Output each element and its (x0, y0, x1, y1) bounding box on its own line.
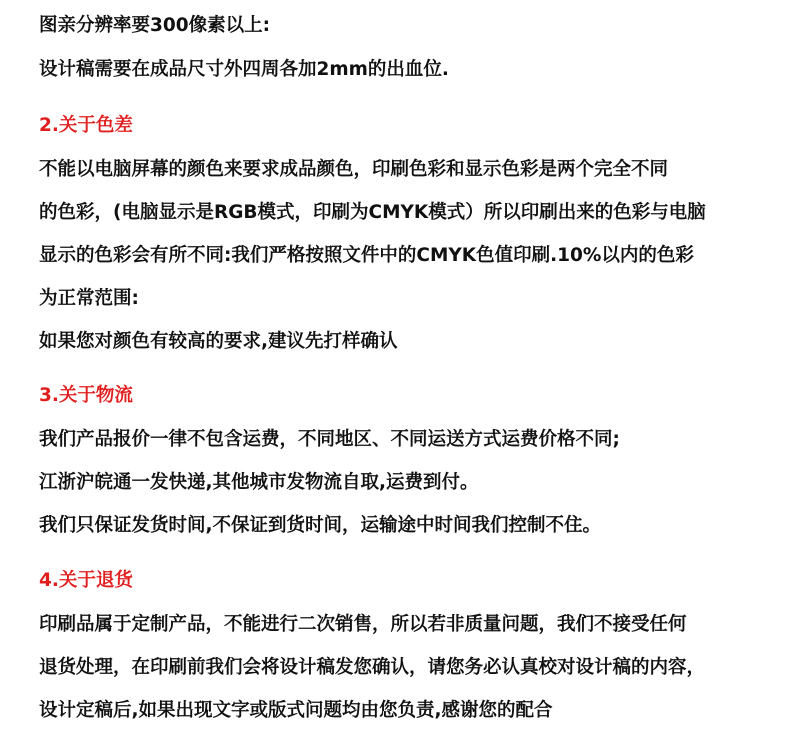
color-paragraph-line: 显示的色彩会有所不同:我们严格按照文件中的CMYK色值印刷.10%以内的色彩 (39, 245, 694, 266)
color-paragraph-line: 如果您对颜色有较高的要求,建议先打样确认 (39, 331, 398, 352)
intro-line-resolution: 图亲分辨率要300像素以上: (39, 15, 271, 36)
section-heading-color-difference: 2.关于色差 (39, 115, 133, 136)
returns-paragraph-line: 印刷品属于定制产品，不能进行二次销售，所以若非质量问题，我们不接受任何 (39, 614, 687, 635)
color-paragraph-line: 的色彩，(电脑显示是RGB模式，印刷为CMYK模式）所以印刷出来的色彩与电脑 (39, 202, 706, 223)
intro-line-bleed: 设计稿需要在成品尺寸外四周各加2mm的出血位. (39, 59, 449, 80)
color-paragraph-line: 不能以电脑屏幕的颜色来要求成品颜色，印刷色彩和显示色彩是两个完全不同 (39, 159, 669, 180)
logistics-paragraph-line: 我们只保证发货时间,不保证到货时间，运输途中时间我们控制不住。 (39, 515, 602, 536)
logistics-paragraph-line: 江浙沪皖通一发快递,其他城市发物流自取,运费到付。 (39, 472, 479, 493)
returns-paragraph-line: 退货处理，在印刷前我们会将设计稿发您确认，请您务必认真校对设计稿的内容， (39, 657, 706, 678)
logistics-paragraph-line: 我们产品报价一律不包含运费，不同地区、不同运送方式运费价格不同; (39, 429, 620, 450)
returns-paragraph-line: 设计定稿后,如果出现文字或版式问题均由您负责,感谢您的配合 (39, 700, 553, 721)
section-heading-logistics: 3.关于物流 (39, 385, 133, 406)
color-paragraph-line: 为正常范围: (39, 288, 139, 309)
section-heading-returns: 4.关于退货 (39, 570, 133, 591)
